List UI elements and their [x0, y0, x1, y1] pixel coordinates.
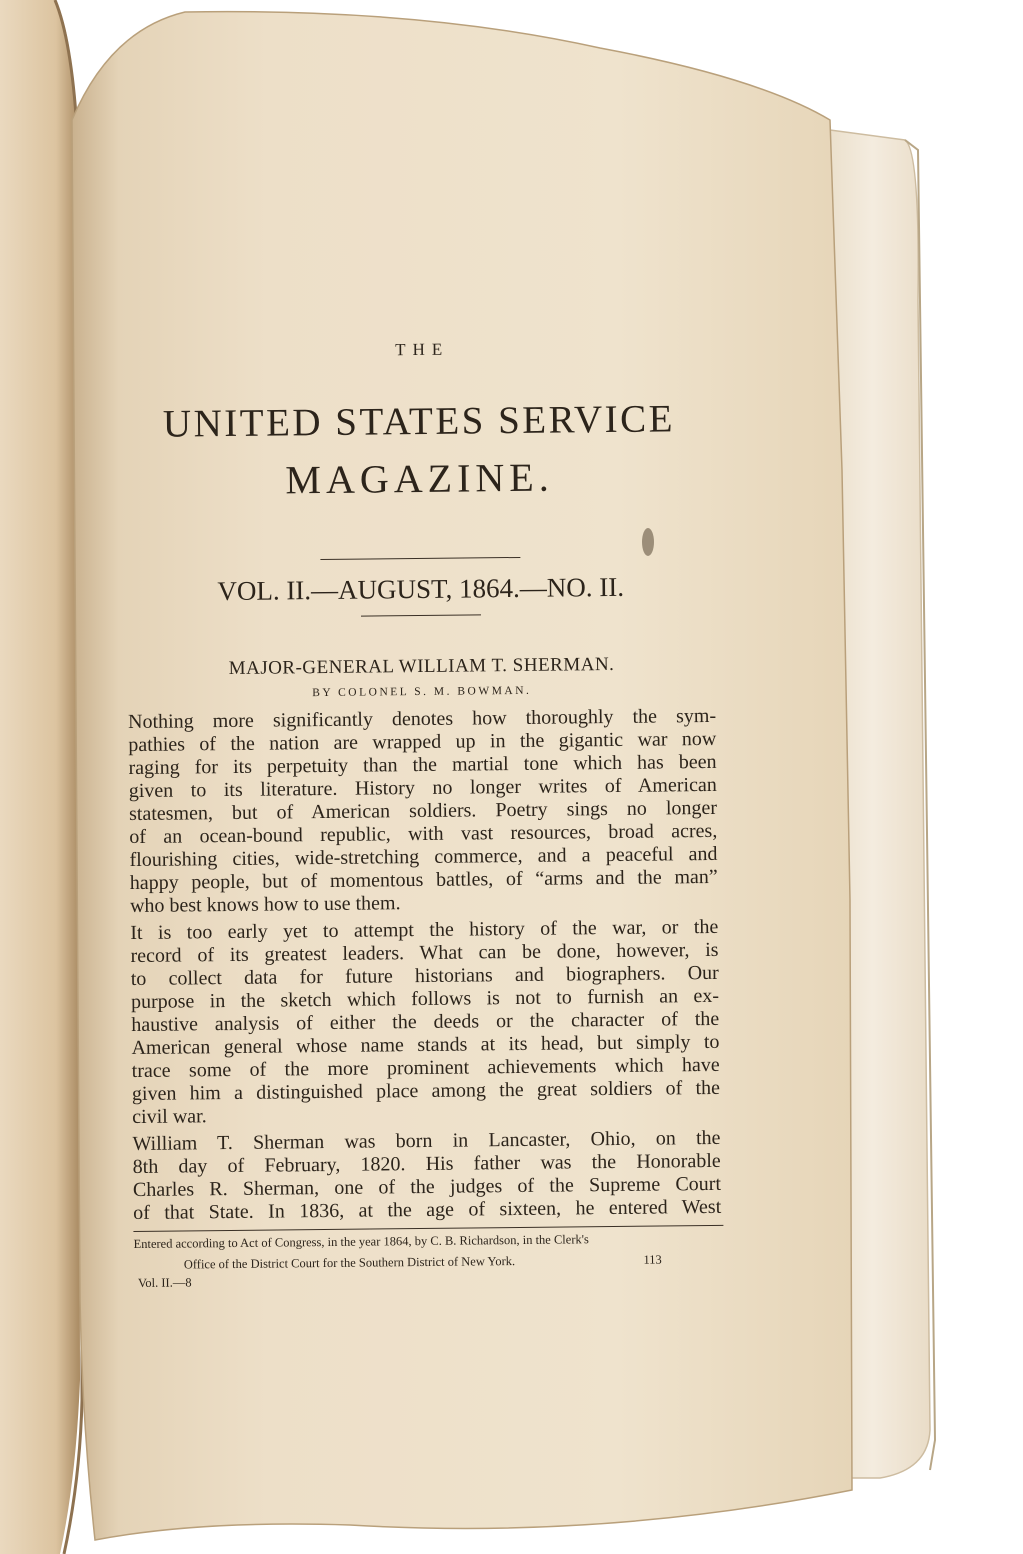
paragraph-3: [126, 1127, 727, 1225]
copyright-notice-text: Office of the District Court for the Southern District of New York.: [183, 1254, 516, 1272]
signature-mark: Vol. II.—8: [137, 1275, 192, 1290]
text-line: raging for its perpetuity than the martial tone which has been: [128, 750, 717, 780]
text-line: given him a distinguished place among the great soldiers of the: [131, 1076, 721, 1106]
text-line: who best knows how to use them.: [129, 892, 401, 918]
text-line: given to its literature. History no longer writes of American: [128, 773, 717, 803]
masthead-title: UNITED STATES SERVICE: [162, 397, 676, 446]
copyright-notice-line-1: Entered according to Act of Congress, in the year 1864, by C. B. Richardson, in the Clerk's: [133, 1232, 589, 1252]
text-line: of an ocean-bound republic, with vast resources, broad acres,: [129, 819, 718, 849]
text-line: of that State. In 1836, at the age of sixteen, he entered West: [133, 1195, 722, 1225]
magazine-page: [118, 327, 728, 1291]
masthead-the: THE: [395, 339, 450, 360]
text-line: 8th day of February, 1820. His father was the Honorable: [132, 1149, 721, 1179]
left-page: [0, 0, 80, 1554]
text-line: flourishing cities, wide-stretching commerce, and a peaceful and: [129, 842, 718, 872]
issue-line: VOL. II.—AUGUST, 1864.—NO. II.: [217, 571, 625, 607]
paragraph-1: [122, 705, 724, 918]
text-line: purpose in the sketch which follows is not to furnish an ex-: [130, 984, 720, 1014]
text-line: to collect data for future historians and biographers. Our: [130, 961, 719, 991]
page-number: 113: [643, 1252, 662, 1267]
text-line: Nothing more significantly denotes how thoroughly the sym-: [127, 704, 717, 734]
text-line: pathies of the nation are wrapped up in the gigantic war now: [128, 727, 717, 757]
paragraph-2: [124, 916, 726, 1129]
text-line: trace some of the more prominent achievements which have: [131, 1053, 720, 1083]
article-title: MAJOR-GENERAL WILLIAM T. SHERMAN.: [228, 653, 615, 680]
text-line: American general whose name stands at its head, but simply to: [131, 1030, 720, 1060]
text-line: happy people, but of momentous battles, of “arms and the man”: [129, 865, 718, 895]
text-line: record of its greatest leaders. What can be done, however, is: [130, 938, 719, 968]
text-line: William T. Sherman was born in Lancaster, Ohio, on the: [132, 1126, 721, 1156]
text-line: Charles R. Sherman, one of the judges of the Supreme Court: [132, 1172, 722, 1202]
article-byline: BY COLONEL S. M. BOWMAN.: [312, 684, 532, 700]
text-line: civil war.: [132, 1105, 207, 1129]
text-line: It is too early yet to attempt the history of the war, or the: [130, 915, 719, 945]
text-line: statesmen, but of American soldiers. Poetry sings no longer: [128, 796, 718, 826]
masthead-rule: [320, 557, 520, 560]
masthead-subtitle: MAGAZINE.: [285, 454, 554, 503]
text-line: haustive analysis of either the deeds or the character of the: [131, 1007, 720, 1037]
issue-rule: [361, 614, 481, 616]
